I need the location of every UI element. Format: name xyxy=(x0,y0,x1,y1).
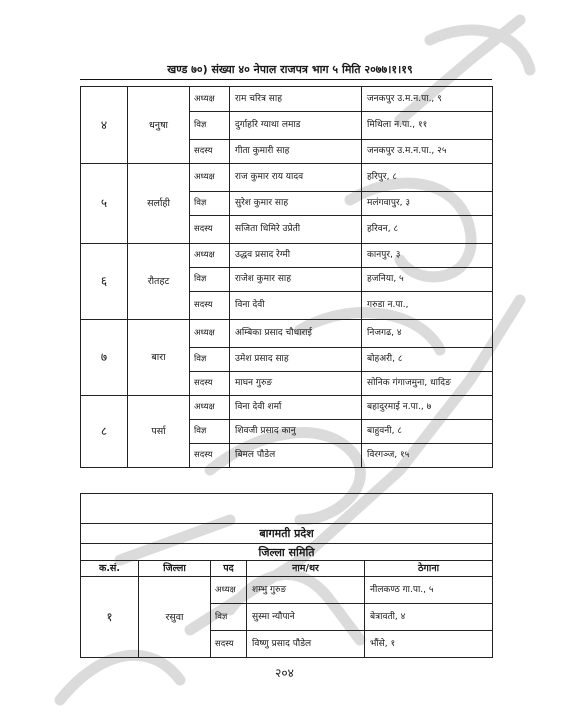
role-cell: अध्यक्ष xyxy=(190,87,230,112)
column-header-district: जिल्ला xyxy=(139,561,211,577)
district-name: पर्सा xyxy=(128,396,190,468)
table-header-row xyxy=(81,561,493,577)
address-cell: जनकपुर उ.म.न.पा., २५ xyxy=(362,140,493,164)
table-row xyxy=(81,577,493,604)
role-cell: सदस्य xyxy=(211,631,247,658)
address-cell: निजगढ, ४ xyxy=(362,320,493,348)
name-cell: गीता कुमारी साह xyxy=(230,140,362,164)
address-cell: हरिवन, ८ xyxy=(362,216,493,244)
serial-number: ६ xyxy=(81,244,128,320)
role-cell: सदस्य xyxy=(190,216,230,244)
serial-number: ८ xyxy=(81,396,128,468)
address-cell: भौंसे, १ xyxy=(365,631,493,658)
table-row xyxy=(81,320,493,348)
column-header-role: पद xyxy=(211,561,247,577)
serial-number: ७ xyxy=(81,320,128,396)
role-cell: अध्यक्ष xyxy=(190,320,230,348)
address-cell: मिथिला न.पा., ११ xyxy=(362,112,493,140)
role-cell: विज्ञ xyxy=(211,604,247,631)
table-row xyxy=(81,244,493,268)
address-cell: गरुडा न.पा., xyxy=(362,292,493,320)
role-cell: विज्ञ xyxy=(190,348,230,372)
column-header-address: ठेगाना xyxy=(365,561,493,577)
table-row xyxy=(81,396,493,420)
name-cell: उद्धव प्रसाद रेग्मी xyxy=(230,244,362,268)
name-cell: माघन गुरुङ xyxy=(230,372,362,396)
serial-number: ५ xyxy=(81,164,128,244)
address-cell: सोनिक गंगाजमुना, धादिङ xyxy=(362,372,493,396)
name-cell: शिवजी प्रसाद कानु xyxy=(230,420,362,444)
committee-subtitle: जिल्ला समिति xyxy=(81,544,493,561)
name-cell: अम्बिका प्रसाद चौधाराई xyxy=(230,320,362,348)
role-cell: अध्यक्ष xyxy=(190,164,230,192)
address-cell: नीलकण्ठ गा.पा., ५ xyxy=(365,577,493,604)
role-cell: विज्ञ xyxy=(190,192,230,216)
district-name: बारा xyxy=(128,320,190,396)
address-cell: बोहअरी, ८ xyxy=(362,348,493,372)
name-cell: उमेश प्रसाद साह xyxy=(230,348,362,372)
role-cell: विज्ञ xyxy=(190,112,230,140)
table-row xyxy=(81,164,493,192)
name-cell: राम चरित्र साह xyxy=(230,87,362,112)
address-cell: मलंगवापुर, ३ xyxy=(362,192,493,216)
address-cell: जनकपुर उ.म.न.पा., ९ xyxy=(362,87,493,112)
serial-number: ४ xyxy=(81,87,128,164)
district-name: रसुवा xyxy=(139,577,211,658)
name-cell: सजिता धिमिरे उप्रेती xyxy=(230,216,362,244)
address-cell: बहादुरमाई न.पा., ७ xyxy=(362,396,493,420)
role-cell: सदस्य xyxy=(190,372,230,396)
role-cell: विज्ञ xyxy=(190,420,230,444)
address-cell: बेत्रावती, ४ xyxy=(365,604,493,631)
name-cell: राज कुमार राय यादव xyxy=(230,164,362,192)
role-cell: सदस्य xyxy=(190,444,230,468)
role-cell: अध्यक्ष xyxy=(190,244,230,268)
address-cell: हजनिया, ५ xyxy=(362,268,493,292)
serial-number: १ xyxy=(81,577,139,658)
table-row xyxy=(81,87,493,112)
address-cell: हरिपुर, ८ xyxy=(362,164,493,192)
role-cell: सदस्य xyxy=(190,292,230,320)
name-cell: दुर्गाहरि ग्याथा लमाड xyxy=(230,112,362,140)
column-header-name: नाम/थर xyxy=(247,561,365,577)
name-cell: राजेश कुमार साह xyxy=(230,268,362,292)
header-rule xyxy=(80,79,492,80)
province-title: बागमती प्रदेश xyxy=(81,524,493,544)
name-cell: सुरेश कुमार साह xyxy=(230,192,362,216)
district-committee-table-1 xyxy=(80,86,493,468)
name-cell: शम्भु गुरुङ xyxy=(247,577,365,604)
district-name: सर्लाही xyxy=(128,164,190,244)
role-cell: अध्यक्ष xyxy=(211,577,247,604)
district-committee-table-2 xyxy=(80,493,493,658)
district-name: धनुषा xyxy=(128,87,190,164)
column-header-serial: क.सं. xyxy=(81,561,139,577)
district-name: रौतहट xyxy=(128,244,190,320)
name-cell: विष्णु प्रसाद पौडेल xyxy=(247,631,365,658)
page-header: खण्ड ७०) संख्या ४० नेपाल राजपत्र भाग ५ मिति २०७७।१।१९ xyxy=(167,63,413,76)
name-cell: विना देवी xyxy=(230,292,362,320)
address-cell: बाहुवनी, ८ xyxy=(362,420,493,444)
role-cell: अध्यक्ष xyxy=(190,396,230,420)
address-cell: कानपुर, ३ xyxy=(362,244,493,268)
name-cell: सुस्मा न्यौपाने xyxy=(247,604,365,631)
page-number: २०४ xyxy=(275,666,294,680)
role-cell: सदस्य xyxy=(190,140,230,164)
name-cell: विना देवी शर्मा xyxy=(230,396,362,420)
role-cell: विज्ञ xyxy=(190,268,230,292)
name-cell: बिमल पौडेल xyxy=(230,444,362,468)
address-cell: विरगञ्ज, १५ xyxy=(362,444,493,468)
